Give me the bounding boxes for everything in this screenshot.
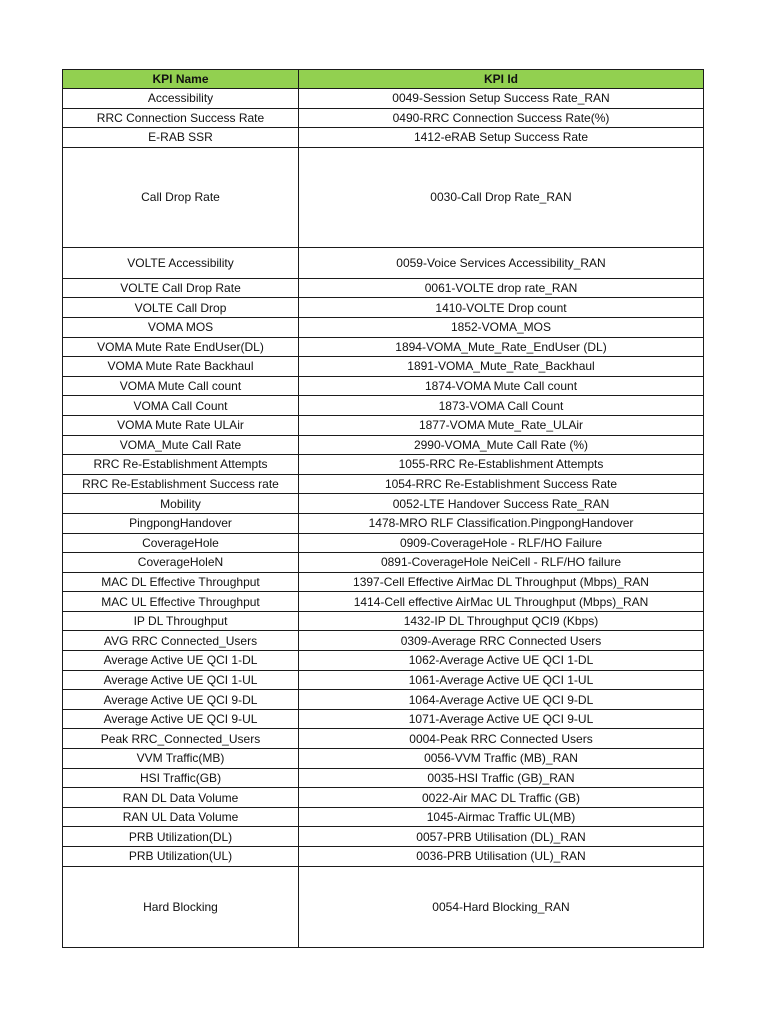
kpi-id-cell: 0056-VVM Traffic (MB)_RAN xyxy=(299,749,704,769)
kpi-id-cell: 0052-LTE Handover Success Rate_RAN xyxy=(299,494,704,514)
kpi-id-cell: 0061-VOLTE drop rate_RAN xyxy=(299,278,704,298)
table-row xyxy=(63,396,704,416)
kpi-name-cell: VOMA Mute Rate Backhaul xyxy=(63,357,299,377)
kpi-name-cell: VOLTE Accessibility xyxy=(63,247,299,278)
table-row xyxy=(63,128,704,148)
kpi-name-cell: IP DL Throughput xyxy=(63,611,299,631)
kpi-name-cell: Call Drop Rate xyxy=(63,147,299,247)
table-row xyxy=(63,247,704,278)
kpi-id-cell: 1414-Cell effective AirMac UL Throughput (Mbps)_RAN xyxy=(299,592,704,612)
kpi-name-cell: CoverageHoleN xyxy=(63,553,299,573)
table-row xyxy=(63,494,704,514)
kpi-id-cell: 1045-Airmac Traffic UL(MB) xyxy=(299,807,704,827)
kpi-name-cell: Mobility xyxy=(63,494,299,514)
table-row xyxy=(63,435,704,455)
column-header-kpi-name: KPI Name xyxy=(63,70,299,89)
kpi-id-cell: 1478-MRO RLF Classification.PingpongHandover xyxy=(299,513,704,533)
table-row xyxy=(63,827,704,847)
table-row xyxy=(63,108,704,128)
kpi-id-cell: 1064-Average Active UE QCI 9-DL xyxy=(299,690,704,710)
table-row xyxy=(63,337,704,357)
table-body xyxy=(63,89,704,948)
kpi-name-cell: RRC Connection Success Rate xyxy=(63,108,299,128)
table-row xyxy=(63,788,704,808)
table-row xyxy=(63,670,704,690)
kpi-name-cell: Average Active UE QCI 1-UL xyxy=(63,670,299,690)
kpi-id-cell: 0036-PRB Utilisation (UL)_RAN xyxy=(299,847,704,867)
table-row xyxy=(63,611,704,631)
table-row xyxy=(63,357,704,377)
kpi-name-cell: PRB Utilization(UL) xyxy=(63,847,299,867)
kpi-name-cell: VOMA Mute Rate EndUser(DL) xyxy=(63,337,299,357)
kpi-id-cell: 0059-Voice Services Accessibility_RAN xyxy=(299,247,704,278)
kpi-name-cell: VOMA Mute Rate ULAir xyxy=(63,415,299,435)
kpi-id-cell: 1874-VOMA Mute Call count xyxy=(299,376,704,396)
kpi-name-cell: HSI Traffic(GB) xyxy=(63,768,299,788)
table-row xyxy=(63,729,704,749)
kpi-id-cell: 1410-VOLTE Drop count xyxy=(299,298,704,318)
kpi-name-cell: PRB Utilization(DL) xyxy=(63,827,299,847)
kpi-name-cell: PingpongHandover xyxy=(63,513,299,533)
kpi-id-cell: 1054-RRC Re-Establishment Success Rate xyxy=(299,474,704,494)
kpi-name-cell: Average Active UE QCI 1-DL xyxy=(63,651,299,671)
kpi-id-cell: 1412-eRAB Setup Success Rate xyxy=(299,128,704,148)
kpi-name-cell: VVM Traffic(MB) xyxy=(63,749,299,769)
kpi-id-cell: 0035-HSI Traffic (GB)_RAN xyxy=(299,768,704,788)
kpi-name-cell: Average Active UE QCI 9-DL xyxy=(63,690,299,710)
kpi-id-cell: 1894-VOMA_Mute_Rate_EndUser (DL) xyxy=(299,337,704,357)
kpi-name-cell: Hard Blocking xyxy=(63,866,299,947)
table-row xyxy=(63,376,704,396)
kpi-table xyxy=(62,69,704,948)
kpi-id-cell: 0030-Call Drop Rate_RAN xyxy=(299,147,704,247)
table-row xyxy=(63,553,704,573)
table-row xyxy=(63,415,704,435)
table-row xyxy=(63,651,704,671)
table-header-row xyxy=(63,70,704,89)
kpi-id-cell: 1397-Cell Effective AirMac DL Throughput (Mbps)_RAN xyxy=(299,572,704,592)
kpi-id-cell: 0309-Average RRC Connected Users xyxy=(299,631,704,651)
table-row xyxy=(63,533,704,553)
kpi-name-cell: Average Active UE QCI 9-UL xyxy=(63,709,299,729)
kpi-id-cell: 1432-IP DL Throughput QCI9 (Kbps) xyxy=(299,611,704,631)
kpi-id-cell: 1873-VOMA Call Count xyxy=(299,396,704,416)
kpi-id-cell: 0057-PRB Utilisation (DL)_RAN xyxy=(299,827,704,847)
kpi-name-cell: Accessibility xyxy=(63,89,299,109)
table-row xyxy=(63,572,704,592)
table-row xyxy=(63,847,704,867)
kpi-id-cell: 1061-Average Active UE QCI 1-UL xyxy=(299,670,704,690)
table-row xyxy=(63,749,704,769)
kpi-id-cell: 1062-Average Active UE QCI 1-DL xyxy=(299,651,704,671)
kpi-id-cell: 0022-Air MAC DL Traffic (GB) xyxy=(299,788,704,808)
table-row xyxy=(63,592,704,612)
kpi-name-cell: AVG RRC Connected_Users xyxy=(63,631,299,651)
table-row xyxy=(63,89,704,109)
table-row xyxy=(63,298,704,318)
table-row xyxy=(63,690,704,710)
kpi-name-cell: RAN UL Data Volume xyxy=(63,807,299,827)
kpi-id-cell: 2990-VOMA_Mute Call Rate (%) xyxy=(299,435,704,455)
kpi-id-cell: 1852-VOMA_MOS xyxy=(299,317,704,337)
table-row xyxy=(63,147,704,247)
kpi-name-cell: RAN DL Data Volume xyxy=(63,788,299,808)
table-row xyxy=(63,807,704,827)
kpi-name-cell: VOLTE Call Drop Rate xyxy=(63,278,299,298)
table-row xyxy=(63,866,704,947)
kpi-name-cell: VOMA Call Count xyxy=(63,396,299,416)
kpi-id-cell: 0909-CoverageHole - RLF/HO Failure xyxy=(299,533,704,553)
table-row xyxy=(63,474,704,494)
kpi-name-cell: Peak RRC_Connected_Users xyxy=(63,729,299,749)
kpi-id-cell: 0054-Hard Blocking_RAN xyxy=(299,866,704,947)
kpi-id-cell: 0891-CoverageHole NeiCell - RLF/HO failure xyxy=(299,553,704,573)
kpi-id-cell: 0004-Peak RRC Connected Users xyxy=(299,729,704,749)
kpi-name-cell: VOMA MOS xyxy=(63,317,299,337)
kpi-name-cell: MAC UL Effective Throughput xyxy=(63,592,299,612)
kpi-name-cell: VOLTE Call Drop xyxy=(63,298,299,318)
kpi-id-cell: 0490-RRC Connection Success Rate(%) xyxy=(299,108,704,128)
kpi-name-cell: VOMA_Mute Call Rate xyxy=(63,435,299,455)
kpi-name-cell: RRC Re-Establishment Attempts xyxy=(63,455,299,475)
table-row xyxy=(63,709,704,729)
kpi-name-cell: VOMA Mute Call count xyxy=(63,376,299,396)
table-row xyxy=(63,768,704,788)
kpi-id-cell: 1071-Average Active UE QCI 9-UL xyxy=(299,709,704,729)
column-header-kpi-id: KPI Id xyxy=(299,70,704,89)
kpi-name-cell: RRC Re-Establishment Success rate xyxy=(63,474,299,494)
kpi-name-cell: E-RAB SSR xyxy=(63,128,299,148)
kpi-name-cell: MAC DL Effective Throughput xyxy=(63,572,299,592)
kpi-id-cell: 1877-VOMA Mute_Rate_ULAir xyxy=(299,415,704,435)
table-row xyxy=(63,317,704,337)
kpi-id-cell: 0049-Session Setup Success Rate_RAN xyxy=(299,89,704,109)
kpi-name-cell: CoverageHole xyxy=(63,533,299,553)
kpi-id-cell: 1055-RRC Re-Establishment Attempts xyxy=(299,455,704,475)
table-row xyxy=(63,631,704,651)
table-row xyxy=(63,278,704,298)
kpi-id-cell: 1891-VOMA_Mute_Rate_Backhaul xyxy=(299,357,704,377)
table-row xyxy=(63,513,704,533)
table-row xyxy=(63,455,704,475)
